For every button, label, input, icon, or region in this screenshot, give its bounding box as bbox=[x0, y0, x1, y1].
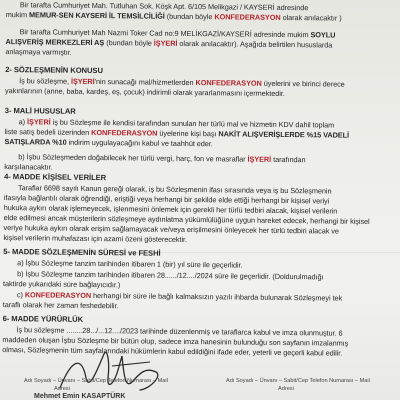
s4-line5: veriye hukuka aykırı olarak erişim sağlamayacak ve/veya erişilmesini önleyecek her türlü tedbiri alacak ve bbox=[3, 223, 339, 236]
s5-b-line2: taktirde yukarıdaki süre bağlayıcıdır.) bbox=[2, 279, 121, 290]
s4-line3: hukuka aykırı olarak işlemeyecek, işlenmesini önlemek için gerekli her türlü tedbiri alacak, kişisel verilerin bbox=[3, 203, 338, 216]
section-5-heading: 5- MADDE SÖZLEŞMENİN SÜRESİ ve FESHİ bbox=[3, 247, 161, 258]
s3-a2c: üyelerine kişi başı bbox=[157, 128, 219, 139]
s3-konfederasyon: KONFEDERASYON bbox=[91, 127, 158, 138]
konfederasyon-label: KONFEDERASYON bbox=[214, 12, 281, 22]
s3-a1a: a) bbox=[18, 117, 28, 127]
intro2-line3 bbox=[5, 47, 71, 57]
section-6-heading: 6- MADDE YÜRÜRLÜK bbox=[2, 314, 84, 324]
s5-b-line1: b) İşbu Sözleşme tanzim tarihinden itibaren 28....../12..../2024 süre ile geçerlidir. (Doldurulmadığı bbox=[17, 269, 324, 282]
paper-fold bbox=[0, 252, 400, 253]
s3-a3b: indirim uygulayacağını kabul ve taahhüt eder. bbox=[66, 137, 213, 149]
s5-c1c: herhangi bir süre ile bağlı kalmaksızın yazılı ihbarda bulunarak Sözleşmeyi tek bbox=[91, 290, 343, 303]
s5-c1a: c) bbox=[16, 290, 25, 300]
s6-line1: İş bu sözleşme ........28.../...12..../2023 tarihinde düzenlenmiş ve taraflarca kabul ve imza olunmuştur. 6 bbox=[16, 325, 343, 338]
section-3-heading: 3- MALİ HUSUSLAR bbox=[4, 106, 76, 116]
s2-line2: yakınlarının (anne, baba, kardeş, eş, çocuk) indirimli olarak yararlanmasını içermektedir. bbox=[4, 86, 285, 98]
intro2-a: Bir tarafta Cumhuriyet Mah Nazmi Toker Cad no:9 MELİKGAZİ/KAYSERİ adresinde mukim bbox=[19, 27, 311, 40]
s4-line6: kişisel verilerin muhafazası için azami özeni gösterecektir. bbox=[3, 233, 188, 244]
s3-a2a: liste satış bedeli üzerinden bbox=[4, 127, 92, 137]
section-4-heading: 4- MADDE KİŞİSEL VERİLER bbox=[4, 172, 107, 183]
s3-b-isyeri: İŞYERİ bbox=[247, 154, 272, 164]
section-2-heading: 2- SÖZLEŞMENİN KONUSU bbox=[5, 65, 103, 76]
s2-l1a: İş bu sözleşme, bbox=[19, 76, 72, 86]
s4-line2: ifasıyla bağlantılı olarak öğrendiği, eriştiği veya herhangi bir şekilde elde ettiği herhangi bir kişisel veriyi bbox=[3, 193, 330, 206]
party-soylu: SOYLU bbox=[310, 30, 336, 40]
footer-left-caption-2: Adresi bbox=[54, 386, 70, 392]
discount-credit: SATIŞLARDA %10 bbox=[4, 137, 67, 147]
s6-line3: olması, Sözleşmenin tüm sayfalarındaki hükümlerin kabul edildiğini ifade eder, yeterli ve geçerli kabul edilir. bbox=[2, 345, 343, 358]
party-memursen: MEMUR-SEN KAYSERİ İL TEMSİLCİLİĞİ bbox=[28, 10, 165, 21]
s2-l1e: üyelerini ve birinci derece bbox=[261, 78, 345, 89]
s2-l1c: 'nin sunacağı mal/hizmetlerden bbox=[94, 76, 196, 88]
intro2-g: anlaşmaya varmıştır. bbox=[5, 47, 72, 57]
s6-line2: maddeden oluşan İşbu Sözleşme bir bütün olup, sadece imza hanesinin bulunduğu son sayfanın imzalanmış bbox=[2, 335, 349, 348]
intro1-a: Bir tarafta Cumhuriyet Mah. Tutluhan Sok. Köşk Apt. 6/105 Melikgazi / KAYSERİ adresinde bbox=[19, 0, 309, 13]
s4-line4: elde edilmesi ancak müşterilerin sözleşmeye aydınlatma yükümlülüğüne uygun hareket edecek, herhangi bir kişisel bbox=[3, 213, 370, 226]
intro1-d: (bundan böyle bbox=[164, 11, 215, 22]
footer-left-caption: Adı Soyadı – Ünvanı – Sabit/Cep Telefon Numarası – Mail bbox=[24, 378, 168, 384]
s3-b-line1 bbox=[18, 152, 305, 164]
signatory-name: Mehmet Emin KASAPTÜRK bbox=[34, 393, 126, 400]
s3-b1c: tarafından bbox=[271, 154, 306, 165]
s2-konfederasyon: KONFEDERASYON bbox=[195, 78, 262, 88]
intro1-b: mukim bbox=[5, 10, 30, 20]
s4-line1: Taraflar 6698 sayılı Kanun gereği olarak, iş bu Sözleşmenin ifası sırasında veya iş bu Sözleşmenin bbox=[17, 183, 332, 196]
s5-a: a) İşbu Sözleşme tanzim tarihinden itibaren 1 (bir) yıl süre ile geçerlidir. bbox=[17, 258, 243, 270]
footer-right-caption: Adı Soyadı – Ünvanı – Sabit/Cep Telefon Numarası – Mail bbox=[226, 378, 370, 384]
party-soylu-2: ALIŞVERİŞ MERKEZLERİ AŞ bbox=[5, 37, 105, 48]
isyeri-label: İŞYERİ bbox=[153, 38, 178, 48]
s5-c-line2: taraflı olarak her zaman feshedebilir. bbox=[2, 300, 119, 311]
footer-right-caption-2: Adresi bbox=[278, 386, 294, 392]
s3-a1c: iş bu Sözleşme ile kendisi tarafından sunulan her türlü mal ve hizmetin KDV dahil toplam bbox=[50, 117, 335, 130]
intro2-d: (bundan böyle bbox=[104, 38, 154, 48]
s3-isyeri: İŞYERİ bbox=[27, 117, 51, 127]
s3-b1a: b) İşbu Sözleşmeden doğabilecek her türlü vergi, harç, fon ve masraflar bbox=[18, 152, 248, 164]
intro1-f: olarak anılacaktır ) bbox=[280, 12, 342, 23]
intro2-f: olarak anılacaktır). Aşağıda belirtilen hususlarda bbox=[177, 38, 333, 50]
s5-konfederasyon: KONFEDERASYON bbox=[24, 290, 92, 300]
s2-isyeri: İŞYERİ bbox=[70, 76, 95, 86]
discount-cash: NAKİT ALIŞVERİŞLERDE %15 VADELİ bbox=[218, 129, 350, 140]
s3-b-line2: karşılanacaktır. bbox=[4, 162, 53, 172]
s3-a-line3 bbox=[4, 137, 212, 148]
